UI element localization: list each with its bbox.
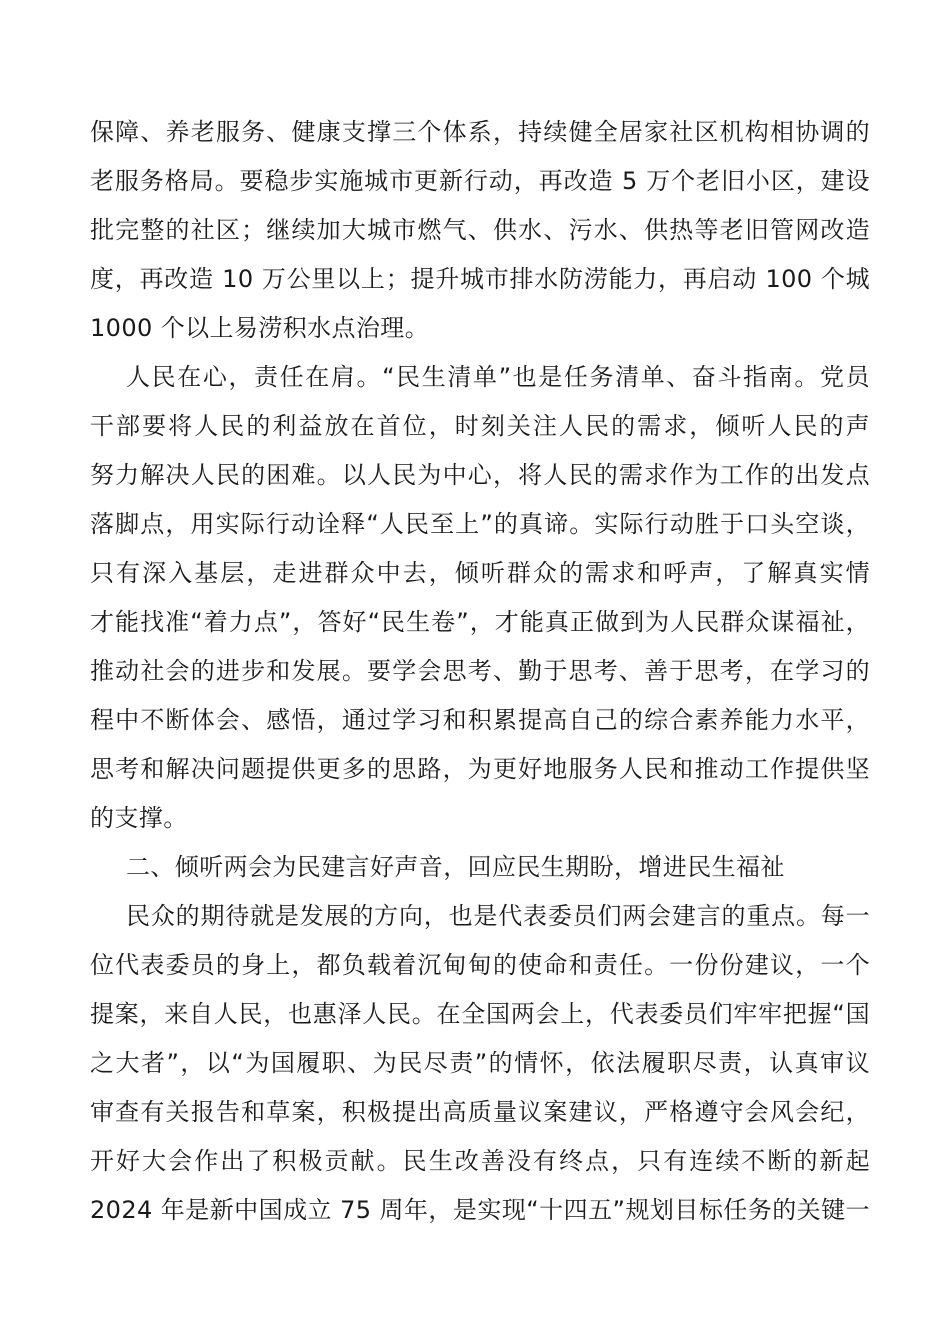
text-line: 思考和解决问题提供更多的思路，为更好地服务人民和推动工作提供坚 [90,755,870,783]
text-line: 位代表委员的身上，都负载着沉甸甸的使命和责任。一份份建议，一个 [90,951,870,979]
text-line: 提案，来自人民，也惠泽人民。在全国两会上，代表委员们牢牢把握“国 [90,1000,870,1028]
text-line: 开好大会作出了积极贡献。民生改善没有终点，只有连续不断的新起 [90,1147,870,1175]
section-heading: 二、倾听两会为民建言好声音，回应民生期盼，增进民生福祉 [126,853,785,881]
paragraph-first-line: 人民在心，责任在肩。“民生清单”也是任务清单、奋斗指南。党员 [126,363,870,391]
text-line: 只有深入基层，走进群众中去，倾听群众的需求和呼声，了解真实情 [90,559,870,587]
text-line: 2024 年是新中国成立 75 周年，是实现“十四五”规划目标任务的关键一 [90,1196,870,1224]
document-body [90,108,870,1235]
text-line: 努力解决人民的困难。以人民为中心，将人民的需求作为工作的出发点 [90,461,870,489]
text-line: 之大者”，以“为国履职、为民尽责”的情怀，依法履职尽责，认真审议 [90,1049,870,1077]
paragraph-first-line: 民众的期待就是发展的方向，也是代表委员们两会建言的重点。每一 [126,902,870,930]
text-line: 1000 个以上易涝积水点治理。 [90,314,430,342]
text-line: 审查有关报告和草案，积极提出高质量议案建议，严格遵守会风会纪， [90,1098,870,1126]
text-line: 的支撑。 [90,804,188,832]
text-line: 推动社会的进步和发展。要学会思考、勤于思考、善于思考，在学习的 [90,657,870,685]
text-line: 程中不断体会、感悟，通过学习和积累提高自己的综合素养能力水平， [90,706,870,734]
text-line: 保障、养老服务、健康支撑三个体系，持续健全居家社区机构相协调的 [90,118,870,146]
text-line: 落脚点，用实际行动诠释“人民至上”的真谛。实际行动胜于口头空谈， [90,510,870,538]
text-line: 批完整的社区；继续加大城市燃气、供水、污水、供热等老旧管网改造 [90,216,870,244]
text-line: 干部要将人民的利益放在首位，时刻关注人民的需求，倾听人民的声 [90,412,870,440]
text-line: 才能找准“着力点”，答好“民生卷”，才能真正做到为人民群众谋福祉， [90,608,870,636]
text-line: 度，再改造 10 万公里以上；提升城市排水防涝能力，再启动 100 个城 [90,265,870,293]
text-line: 老服务格局。要稳步实施城市更新行动，再改造 5 万个老旧小区，建设 [90,167,870,195]
